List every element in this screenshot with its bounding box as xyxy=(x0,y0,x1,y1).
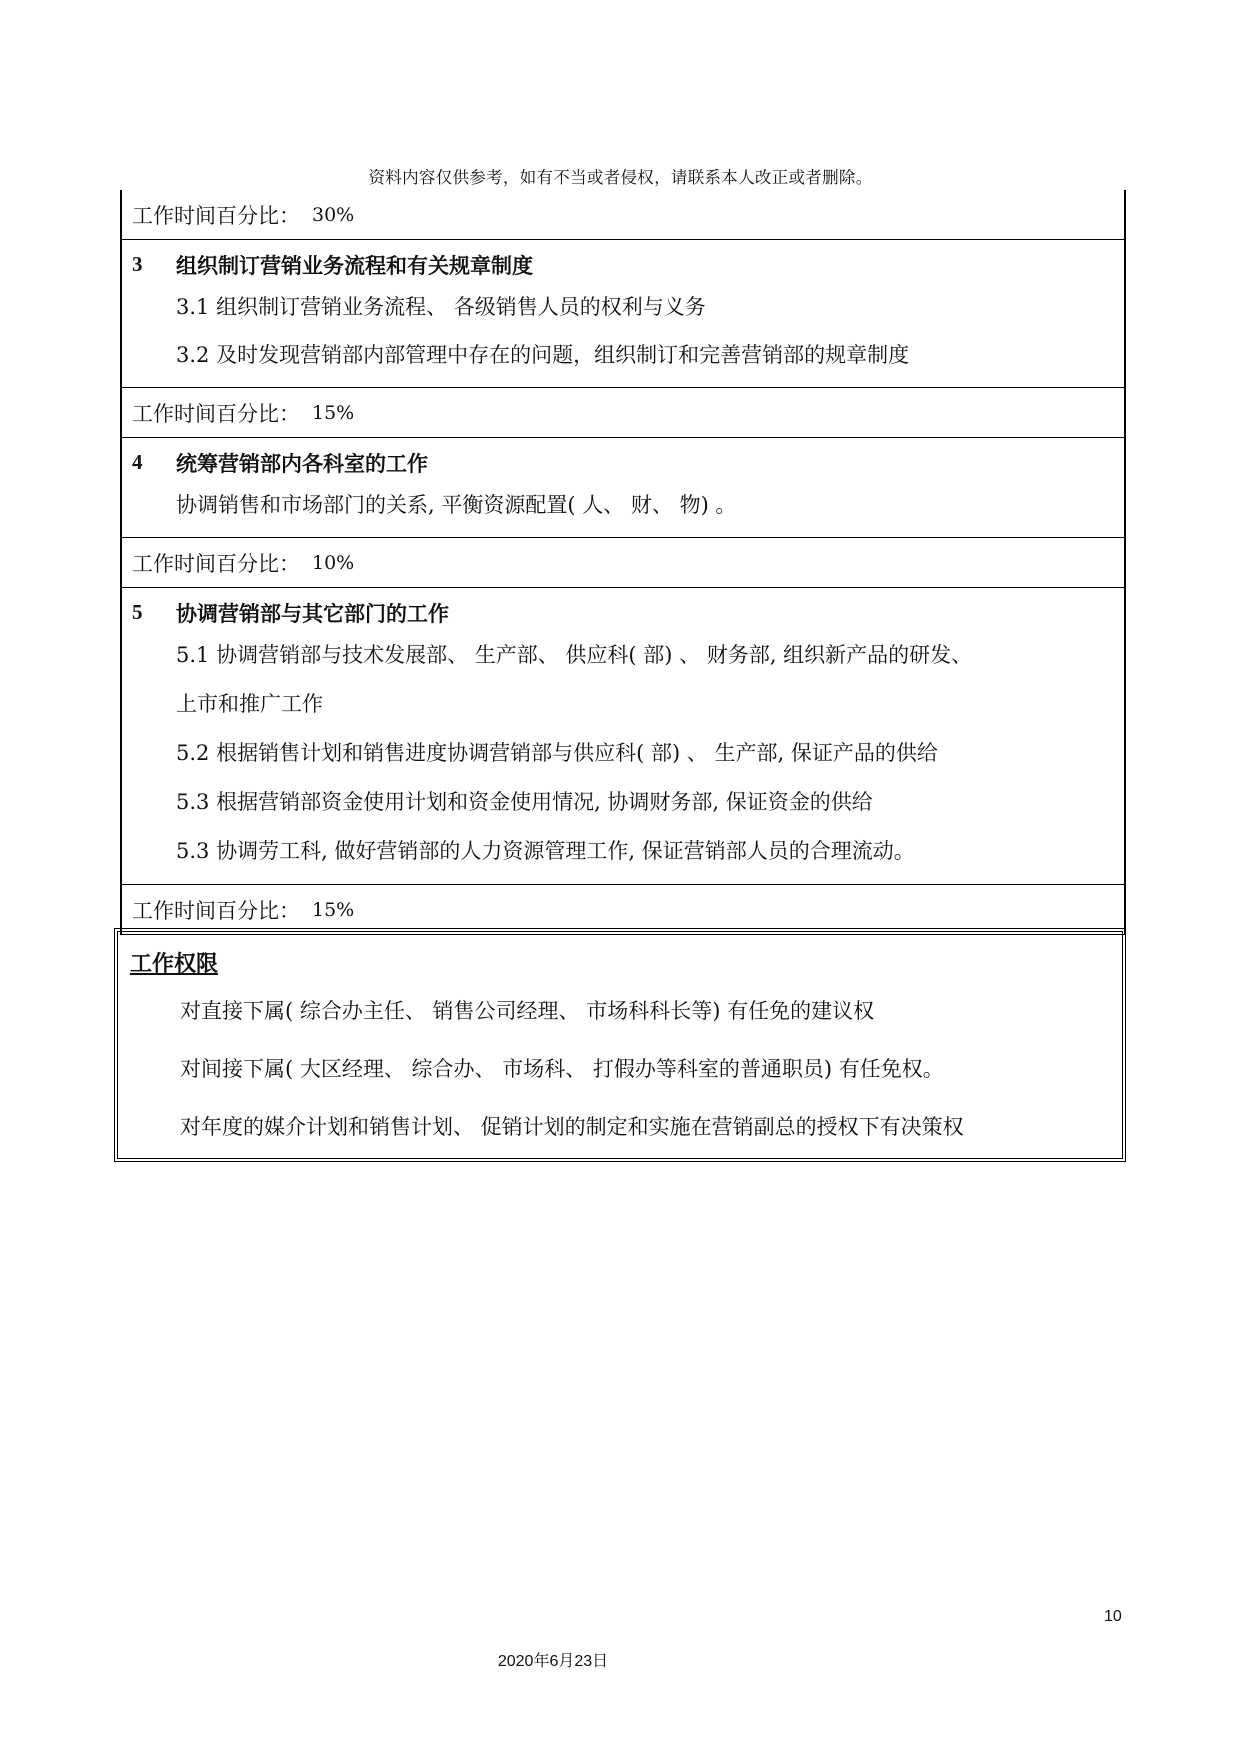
rights-line: 对直接下属( 综合办主任、 销售公司经理、 市场科科长等) 有任免的建议权 xyxy=(180,999,875,1023)
section-number: 4 xyxy=(132,450,143,474)
time-percentage-row xyxy=(122,190,1124,240)
section-number: 5 xyxy=(132,600,143,624)
header-note: 资料内容仅供参考，如有不当或者侵权，请联系本人改正或者删除。 xyxy=(368,168,873,187)
section-title xyxy=(122,594,1124,631)
section-line: 5.2 根据销售计划和销售进度协调营销部与供应科( 部) 、 生产部, 保证产品的供给 xyxy=(176,741,938,765)
section-title-text: 组织制订营销业务流程和有关规章制度 xyxy=(176,252,533,278)
time-percentage-row xyxy=(122,388,1124,438)
rights-line: 对间接下属( 大区经理、 综合办、 市场科、 打假办等科室的普通职员) 有任免权。 xyxy=(180,1057,944,1081)
pct-value: 30% xyxy=(312,203,355,226)
pct-value: 15% xyxy=(312,401,355,424)
section-line: 3.1 组织制订营销业务流程、 各级销售人员的权利与义务 xyxy=(176,295,706,319)
section-title xyxy=(122,246,1124,283)
duties-table xyxy=(120,190,1126,935)
section-3 xyxy=(122,240,1124,388)
pct-label: 工作时间百分比： xyxy=(132,401,300,426)
section-line: 5.3 协调劳工科, 做好营销部的人力资源管理工作, 保证营销部人员的合理流动。 xyxy=(176,839,915,863)
footer-date: 2020年6月23日 xyxy=(497,1653,609,1670)
rights-title: 工作权限 xyxy=(130,951,219,977)
page-number: 10 xyxy=(1104,1608,1122,1625)
section-title-text: 统筹营销部内各科室的工作 xyxy=(176,450,428,476)
section-line: 5.3 根据营销部资金使用计划和资金使用情况, 协调财务部, 保证资金的供给 xyxy=(176,790,873,814)
pct-label: 工作时间百分比： xyxy=(132,551,300,576)
section-title-text: 协调营销部与其它部门的工作 xyxy=(176,600,449,626)
section-line: 上市和推广工作 xyxy=(176,692,323,716)
time-percentage-row xyxy=(122,538,1124,588)
rights-line: 对年度的媒介计划和销售计划、 促销计划的制定和实施在营销副总的授权下有决策权 xyxy=(180,1115,964,1139)
rights-box xyxy=(114,928,1126,1162)
section-5 xyxy=(122,588,1124,885)
pct-value: 10% xyxy=(312,551,355,574)
pct-label: 工作时间百分比： xyxy=(132,203,300,228)
section-line: 5.1 协调营销部与技术发展部、 生产部、 供应科( 部) 、 财务部, 组织新产品的研发、 xyxy=(176,643,973,667)
pct-value: 15% xyxy=(312,898,355,921)
section-line: 3.2 及时发现营销部内部管理中存在的问题，组织制订和完善营销部的规章制度 xyxy=(176,343,910,367)
section-4 xyxy=(122,438,1124,538)
section-line: 协调销售和市场部门的关系, 平衡资源配置( 人、 财、 物) 。 xyxy=(176,493,737,517)
section-title xyxy=(122,444,1124,481)
pct-label: 工作时间百分比： xyxy=(132,898,300,923)
section-number: 3 xyxy=(132,252,143,276)
